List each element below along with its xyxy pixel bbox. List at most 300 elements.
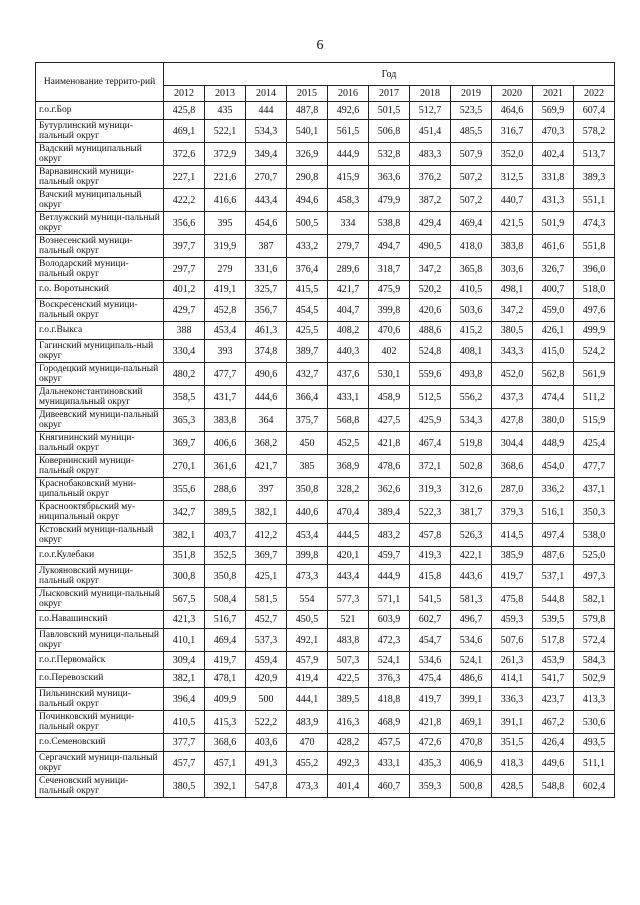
territory-name: Городецкий муници-пальный округ bbox=[36, 363, 164, 386]
value-cell: 459,7 bbox=[369, 547, 410, 565]
value-cell: 431,7 bbox=[205, 386, 246, 409]
value-cell: 453,9 bbox=[533, 652, 574, 670]
value-cell: 347,2 bbox=[492, 299, 533, 322]
value-cell: 541,7 bbox=[533, 670, 574, 688]
value-cell: 534,3 bbox=[246, 120, 287, 143]
value-cell: 483,8 bbox=[328, 629, 369, 652]
table-row bbox=[36, 299, 615, 322]
value-cell: 448,9 bbox=[533, 432, 574, 455]
value-cell: 532,8 bbox=[369, 143, 410, 166]
value-cell: 540,1 bbox=[287, 120, 328, 143]
value-cell: 584,3 bbox=[574, 652, 615, 670]
value-cell: 437,3 bbox=[492, 386, 533, 409]
value-cell: 397 bbox=[246, 478, 287, 501]
value-cell: 551,1 bbox=[574, 189, 615, 212]
value-cell: 392,1 bbox=[205, 775, 246, 798]
value-cell: 578,2 bbox=[574, 120, 615, 143]
value-cell: 358,5 bbox=[164, 386, 205, 409]
value-cell: 415,8 bbox=[410, 565, 451, 588]
value-cell: 433,1 bbox=[328, 386, 369, 409]
territory-name: Лысковский муници-пальный округ bbox=[36, 588, 164, 611]
value-cell: 450 bbox=[287, 432, 328, 455]
value-cell: 457,9 bbox=[287, 652, 328, 670]
value-cell: 404,7 bbox=[328, 299, 369, 322]
value-cell: 483,3 bbox=[410, 143, 451, 166]
value-cell: 396,4 bbox=[164, 688, 205, 711]
value-cell: 383,8 bbox=[205, 409, 246, 432]
value-cell: 359,3 bbox=[410, 775, 451, 798]
value-cell: 450,5 bbox=[287, 611, 328, 629]
value-cell: 443,4 bbox=[246, 189, 287, 212]
value-cell: 393 bbox=[205, 340, 246, 363]
value-cell: 326,9 bbox=[287, 143, 328, 166]
value-cell: 415,3 bbox=[205, 711, 246, 734]
table-row bbox=[36, 143, 615, 166]
value-cell: 470 bbox=[287, 734, 328, 752]
value-cell: 351,8 bbox=[164, 547, 205, 565]
value-cell: 414,1 bbox=[492, 670, 533, 688]
value-cell: 389,5 bbox=[205, 501, 246, 524]
table-row bbox=[36, 258, 615, 281]
value-cell: 303,6 bbox=[492, 258, 533, 281]
table-row bbox=[36, 670, 615, 688]
value-cell: 423,7 bbox=[533, 688, 574, 711]
value-cell: 382,1 bbox=[164, 524, 205, 547]
value-cell: 381,7 bbox=[451, 501, 492, 524]
territory-column-header: Наименование террито-рий bbox=[36, 63, 164, 102]
value-cell: 515,9 bbox=[574, 409, 615, 432]
value-cell: 500,5 bbox=[287, 212, 328, 235]
value-cell: 391,1 bbox=[492, 711, 533, 734]
value-cell: 507,3 bbox=[328, 652, 369, 670]
value-cell: 418,0 bbox=[451, 235, 492, 258]
table-row bbox=[36, 166, 615, 189]
territory-name: Варнавинский муници-пальный округ bbox=[36, 166, 164, 189]
value-cell: 270,7 bbox=[246, 166, 287, 189]
value-cell: 420,1 bbox=[328, 547, 369, 565]
value-cell: 418,8 bbox=[369, 688, 410, 711]
value-cell: 415,9 bbox=[328, 166, 369, 189]
value-cell: 309,4 bbox=[164, 652, 205, 670]
value-cell: 380,5 bbox=[164, 775, 205, 798]
table-row bbox=[36, 120, 615, 143]
value-cell: 279,7 bbox=[328, 235, 369, 258]
table-row bbox=[36, 432, 615, 455]
value-cell: 297,7 bbox=[164, 258, 205, 281]
value-cell: 444,6 bbox=[246, 386, 287, 409]
table-row bbox=[36, 652, 615, 670]
value-cell: 556,2 bbox=[451, 386, 492, 409]
year-header: 2022 bbox=[574, 86, 615, 102]
value-cell: 369,7 bbox=[246, 547, 287, 565]
value-cell: 452,5 bbox=[328, 432, 369, 455]
value-cell: 380,0 bbox=[533, 409, 574, 432]
value-cell: 491,3 bbox=[246, 752, 287, 775]
value-cell: 474,3 bbox=[574, 212, 615, 235]
value-cell: 356,7 bbox=[246, 299, 287, 322]
territory-name: г.о.Семеновский bbox=[36, 734, 164, 752]
territory-name: Починковский муници-пальный округ bbox=[36, 711, 164, 734]
value-cell: 429,7 bbox=[164, 299, 205, 322]
year-header: 2019 bbox=[451, 86, 492, 102]
value-cell: 469,1 bbox=[164, 120, 205, 143]
value-cell: 522,1 bbox=[205, 120, 246, 143]
value-cell: 475,9 bbox=[369, 281, 410, 299]
value-cell: 383,8 bbox=[492, 235, 533, 258]
year-header: 2013 bbox=[205, 86, 246, 102]
value-cell: 385,9 bbox=[492, 547, 533, 565]
value-cell: 415,0 bbox=[533, 340, 574, 363]
value-cell: 507,2 bbox=[451, 189, 492, 212]
value-cell: 511,1 bbox=[574, 752, 615, 775]
value-cell: 290,8 bbox=[287, 166, 328, 189]
territory-name: Краснобаковский муни-ципальный округ bbox=[36, 478, 164, 501]
value-cell: 577,3 bbox=[328, 588, 369, 611]
territory-name: г.о.Перевозский bbox=[36, 670, 164, 688]
value-cell: 425,9 bbox=[410, 409, 451, 432]
table-row bbox=[36, 734, 615, 752]
value-cell: 513,7 bbox=[574, 143, 615, 166]
value-cell: 375,7 bbox=[287, 409, 328, 432]
value-cell: 507,2 bbox=[451, 166, 492, 189]
value-cell: 468,9 bbox=[369, 711, 410, 734]
territory-name: г.о. Воротынский bbox=[36, 281, 164, 299]
value-cell: 444 bbox=[246, 102, 287, 120]
territory-name: Володарский муници-пальный округ bbox=[36, 258, 164, 281]
value-cell: 387 bbox=[246, 235, 287, 258]
value-cell: 572,4 bbox=[574, 629, 615, 652]
value-cell: 470,4 bbox=[328, 501, 369, 524]
value-cell: 355,6 bbox=[164, 478, 205, 501]
table-row bbox=[36, 102, 615, 120]
value-cell: 399,8 bbox=[369, 299, 410, 322]
value-cell: 517,8 bbox=[533, 629, 574, 652]
territory-name: Княгининский муници-пальный округ bbox=[36, 432, 164, 455]
value-cell: 334 bbox=[328, 212, 369, 235]
value-cell: 511,2 bbox=[574, 386, 615, 409]
page-number: 6 bbox=[316, 38, 324, 53]
value-cell: 561,9 bbox=[574, 363, 615, 386]
value-cell: 421,3 bbox=[164, 611, 205, 629]
value-cell: 380,5 bbox=[492, 322, 533, 340]
value-cell: 551,8 bbox=[574, 235, 615, 258]
value-cell: 530,6 bbox=[574, 711, 615, 734]
value-cell: 400,7 bbox=[533, 281, 574, 299]
year-header: 2020 bbox=[492, 86, 533, 102]
value-cell: 397,7 bbox=[164, 235, 205, 258]
value-cell: 472,3 bbox=[369, 629, 410, 652]
value-cell: 500 bbox=[246, 688, 287, 711]
value-cell: 325,7 bbox=[246, 281, 287, 299]
value-cell: 569,9 bbox=[533, 102, 574, 120]
value-cell: 312,5 bbox=[492, 166, 533, 189]
value-cell: 369,7 bbox=[164, 432, 205, 455]
value-cell: 516,7 bbox=[205, 611, 246, 629]
value-cell: 350,3 bbox=[574, 501, 615, 524]
value-cell: 483,2 bbox=[369, 524, 410, 547]
value-cell: 508,4 bbox=[205, 588, 246, 611]
value-cell: 469,4 bbox=[205, 629, 246, 652]
value-cell: 507,9 bbox=[451, 143, 492, 166]
value-cell: 399,8 bbox=[287, 547, 328, 565]
year-header: 2018 bbox=[410, 86, 451, 102]
value-cell: 440,6 bbox=[287, 501, 328, 524]
value-cell: 512,7 bbox=[410, 102, 451, 120]
value-cell: 427,8 bbox=[492, 409, 533, 432]
table-row bbox=[36, 752, 615, 775]
value-cell: 387,2 bbox=[410, 189, 451, 212]
value-cell: 421,5 bbox=[492, 212, 533, 235]
value-cell: 326,7 bbox=[533, 258, 574, 281]
table-row bbox=[36, 775, 615, 798]
value-cell: 318,7 bbox=[369, 258, 410, 281]
value-cell: 534,3 bbox=[451, 409, 492, 432]
value-cell: 457,8 bbox=[410, 524, 451, 547]
value-cell: 432,7 bbox=[287, 363, 328, 386]
territory-name: Кстовский муници-пальный округ bbox=[36, 524, 164, 547]
value-cell: 330,4 bbox=[164, 340, 205, 363]
value-cell: 475,8 bbox=[492, 588, 533, 611]
value-cell: 425,4 bbox=[574, 432, 615, 455]
value-cell: 571,1 bbox=[369, 588, 410, 611]
value-cell: 453,4 bbox=[205, 322, 246, 340]
value-cell: 372,9 bbox=[205, 143, 246, 166]
value-cell: 562,8 bbox=[533, 363, 574, 386]
table-row bbox=[36, 547, 615, 565]
table-row bbox=[36, 281, 615, 299]
value-cell: 316,7 bbox=[492, 120, 533, 143]
value-cell: 374,8 bbox=[246, 340, 287, 363]
value-cell: 364 bbox=[246, 409, 287, 432]
value-cell: 414,5 bbox=[492, 524, 533, 547]
territory-name: Бутурлинский муници-пальный округ bbox=[36, 120, 164, 143]
value-cell: 459,4 bbox=[246, 652, 287, 670]
value-cell: 487,8 bbox=[287, 102, 328, 120]
territory-name: г.о.г.Бор bbox=[36, 102, 164, 120]
value-cell: 421,8 bbox=[410, 711, 451, 734]
value-cell: 493,5 bbox=[574, 734, 615, 752]
value-cell: 410,5 bbox=[451, 281, 492, 299]
territory-name: Павловский муници-пальный округ bbox=[36, 629, 164, 652]
value-cell: 426,1 bbox=[533, 322, 574, 340]
value-cell: 497,4 bbox=[533, 524, 574, 547]
value-cell: 501,5 bbox=[369, 102, 410, 120]
value-cell: 520,2 bbox=[410, 281, 451, 299]
value-cell: 425,1 bbox=[246, 565, 287, 588]
value-cell: 477,7 bbox=[205, 363, 246, 386]
value-cell: 454,6 bbox=[246, 212, 287, 235]
value-cell: 419,1 bbox=[205, 281, 246, 299]
value-cell: 382,1 bbox=[246, 501, 287, 524]
year-header: 2012 bbox=[164, 86, 205, 102]
value-cell: 490,6 bbox=[246, 363, 287, 386]
value-cell: 500,8 bbox=[451, 775, 492, 798]
value-cell: 457,5 bbox=[369, 734, 410, 752]
value-cell: 470,6 bbox=[369, 322, 410, 340]
value-cell: 352,0 bbox=[492, 143, 533, 166]
value-cell: 356,6 bbox=[164, 212, 205, 235]
value-cell: 288,6 bbox=[205, 478, 246, 501]
value-cell: 486,6 bbox=[451, 670, 492, 688]
value-cell: 455,2 bbox=[287, 752, 328, 775]
year-header: 2015 bbox=[287, 86, 328, 102]
value-cell: 494,7 bbox=[369, 235, 410, 258]
value-cell: 420,6 bbox=[410, 299, 451, 322]
value-cell: 538,0 bbox=[574, 524, 615, 547]
territory-name: Ковернинский муници-пальный округ bbox=[36, 455, 164, 478]
value-cell: 422,1 bbox=[451, 547, 492, 565]
value-cell: 289,6 bbox=[328, 258, 369, 281]
value-cell: 372,1 bbox=[410, 455, 451, 478]
value-cell: 350,8 bbox=[287, 478, 328, 501]
value-cell: 457,1 bbox=[205, 752, 246, 775]
value-cell: 372,6 bbox=[164, 143, 205, 166]
value-cell: 347,2 bbox=[410, 258, 451, 281]
value-cell: 389,4 bbox=[369, 501, 410, 524]
value-cell: 443,4 bbox=[328, 565, 369, 588]
territory-name: Лукояновский муници-пальный округ bbox=[36, 565, 164, 588]
value-cell: 312,6 bbox=[451, 478, 492, 501]
table-row bbox=[36, 588, 615, 611]
value-cell: 534,6 bbox=[451, 629, 492, 652]
value-cell: 561,5 bbox=[328, 120, 369, 143]
value-cell: 464,6 bbox=[492, 102, 533, 120]
value-cell: 485,5 bbox=[451, 120, 492, 143]
value-cell: 402,4 bbox=[533, 143, 574, 166]
table-row bbox=[36, 340, 615, 363]
table-row bbox=[36, 212, 615, 235]
value-cell: 452,8 bbox=[205, 299, 246, 322]
value-cell: 331,8 bbox=[533, 166, 574, 189]
table-row bbox=[36, 524, 615, 547]
value-cell: 524,1 bbox=[451, 652, 492, 670]
value-cell: 365,8 bbox=[451, 258, 492, 281]
table-row bbox=[36, 611, 615, 629]
value-cell: 457,7 bbox=[164, 752, 205, 775]
table-row bbox=[36, 688, 615, 711]
value-cell: 444,9 bbox=[369, 565, 410, 588]
value-cell: 421,7 bbox=[328, 281, 369, 299]
value-cell: 525,0 bbox=[574, 547, 615, 565]
value-cell: 499,9 bbox=[574, 322, 615, 340]
value-cell: 538,8 bbox=[369, 212, 410, 235]
value-cell: 460,7 bbox=[369, 775, 410, 798]
value-cell: 403,6 bbox=[246, 734, 287, 752]
value-cell: 493,8 bbox=[451, 363, 492, 386]
value-cell: 427,5 bbox=[369, 409, 410, 432]
value-cell: 416,3 bbox=[328, 711, 369, 734]
value-cell: 467,2 bbox=[533, 711, 574, 734]
value-cell: 470,3 bbox=[533, 120, 574, 143]
value-cell: 496,7 bbox=[451, 611, 492, 629]
table-row bbox=[36, 501, 615, 524]
value-cell: 300,8 bbox=[164, 565, 205, 588]
value-cell: 221,6 bbox=[205, 166, 246, 189]
value-cell: 328,2 bbox=[328, 478, 369, 501]
territory-name: Пильнинский муници-пальный округ bbox=[36, 688, 164, 711]
value-cell: 602,7 bbox=[410, 611, 451, 629]
value-cell: 350,8 bbox=[205, 565, 246, 588]
value-cell: 568,8 bbox=[328, 409, 369, 432]
value-cell: 429,4 bbox=[410, 212, 451, 235]
value-cell: 581,3 bbox=[451, 588, 492, 611]
table-row bbox=[36, 189, 615, 212]
value-cell: 477,7 bbox=[574, 455, 615, 478]
value-cell: 480,2 bbox=[164, 363, 205, 386]
value-cell: 492,3 bbox=[328, 752, 369, 775]
value-cell: 452,0 bbox=[492, 363, 533, 386]
table-row bbox=[36, 322, 615, 340]
value-cell: 437,1 bbox=[574, 478, 615, 501]
territory-name: г.о.г.Выкса bbox=[36, 322, 164, 340]
value-cell: 579,8 bbox=[574, 611, 615, 629]
value-cell: 304,4 bbox=[492, 432, 533, 455]
value-cell: 524,2 bbox=[574, 340, 615, 363]
value-cell: 603,9 bbox=[369, 611, 410, 629]
value-cell: 435,3 bbox=[410, 752, 451, 775]
value-cell: 469,1 bbox=[451, 711, 492, 734]
value-cell: 368,2 bbox=[246, 432, 287, 455]
table-row bbox=[36, 235, 615, 258]
value-cell: 498,1 bbox=[492, 281, 533, 299]
value-cell: 503,6 bbox=[451, 299, 492, 322]
value-cell: 507,6 bbox=[492, 629, 533, 652]
value-cell: 487,6 bbox=[533, 547, 574, 565]
value-cell: 419,7 bbox=[492, 565, 533, 588]
value-cell: 368,6 bbox=[492, 455, 533, 478]
value-cell: 449,6 bbox=[533, 752, 574, 775]
value-cell: 537,1 bbox=[533, 565, 574, 588]
value-cell: 376,4 bbox=[287, 258, 328, 281]
value-cell: 319,9 bbox=[205, 235, 246, 258]
data-table bbox=[35, 62, 615, 798]
value-cell: 475,4 bbox=[410, 670, 451, 688]
territory-name: Вознесенский муници-пальный округ bbox=[36, 235, 164, 258]
value-cell: 502,9 bbox=[574, 670, 615, 688]
value-cell: 483,9 bbox=[287, 711, 328, 734]
value-cell: 377,7 bbox=[164, 734, 205, 752]
value-cell: 361,6 bbox=[205, 455, 246, 478]
value-cell: 581,5 bbox=[246, 588, 287, 611]
table-row bbox=[36, 629, 615, 652]
value-cell: 469,4 bbox=[451, 212, 492, 235]
value-cell: 396,0 bbox=[574, 258, 615, 281]
value-cell: 319,3 bbox=[410, 478, 451, 501]
territory-name: Дивеевский муници-пальный округ bbox=[36, 409, 164, 432]
value-cell: 454,0 bbox=[533, 455, 574, 478]
value-cell: 418,3 bbox=[492, 752, 533, 775]
value-cell: 461,6 bbox=[533, 235, 574, 258]
value-cell: 467,4 bbox=[410, 432, 451, 455]
value-cell: 452,7 bbox=[246, 611, 287, 629]
year-header: 2014 bbox=[246, 86, 287, 102]
table-row bbox=[36, 478, 615, 501]
value-cell: 440,7 bbox=[492, 189, 533, 212]
value-cell: 541,5 bbox=[410, 588, 451, 611]
value-cell: 402 bbox=[369, 340, 410, 363]
value-cell: 433,2 bbox=[287, 235, 328, 258]
value-cell: 492,6 bbox=[328, 102, 369, 120]
value-cell: 497,3 bbox=[574, 565, 615, 588]
value-cell: 419,4 bbox=[287, 670, 328, 688]
value-cell: 362,6 bbox=[369, 478, 410, 501]
value-cell: 379,3 bbox=[492, 501, 533, 524]
value-cell: 488,6 bbox=[410, 322, 451, 340]
value-cell: 279 bbox=[205, 258, 246, 281]
territory-name: г.о.Навашинский bbox=[36, 611, 164, 629]
value-cell: 458,9 bbox=[369, 386, 410, 409]
value-cell: 406,6 bbox=[205, 432, 246, 455]
